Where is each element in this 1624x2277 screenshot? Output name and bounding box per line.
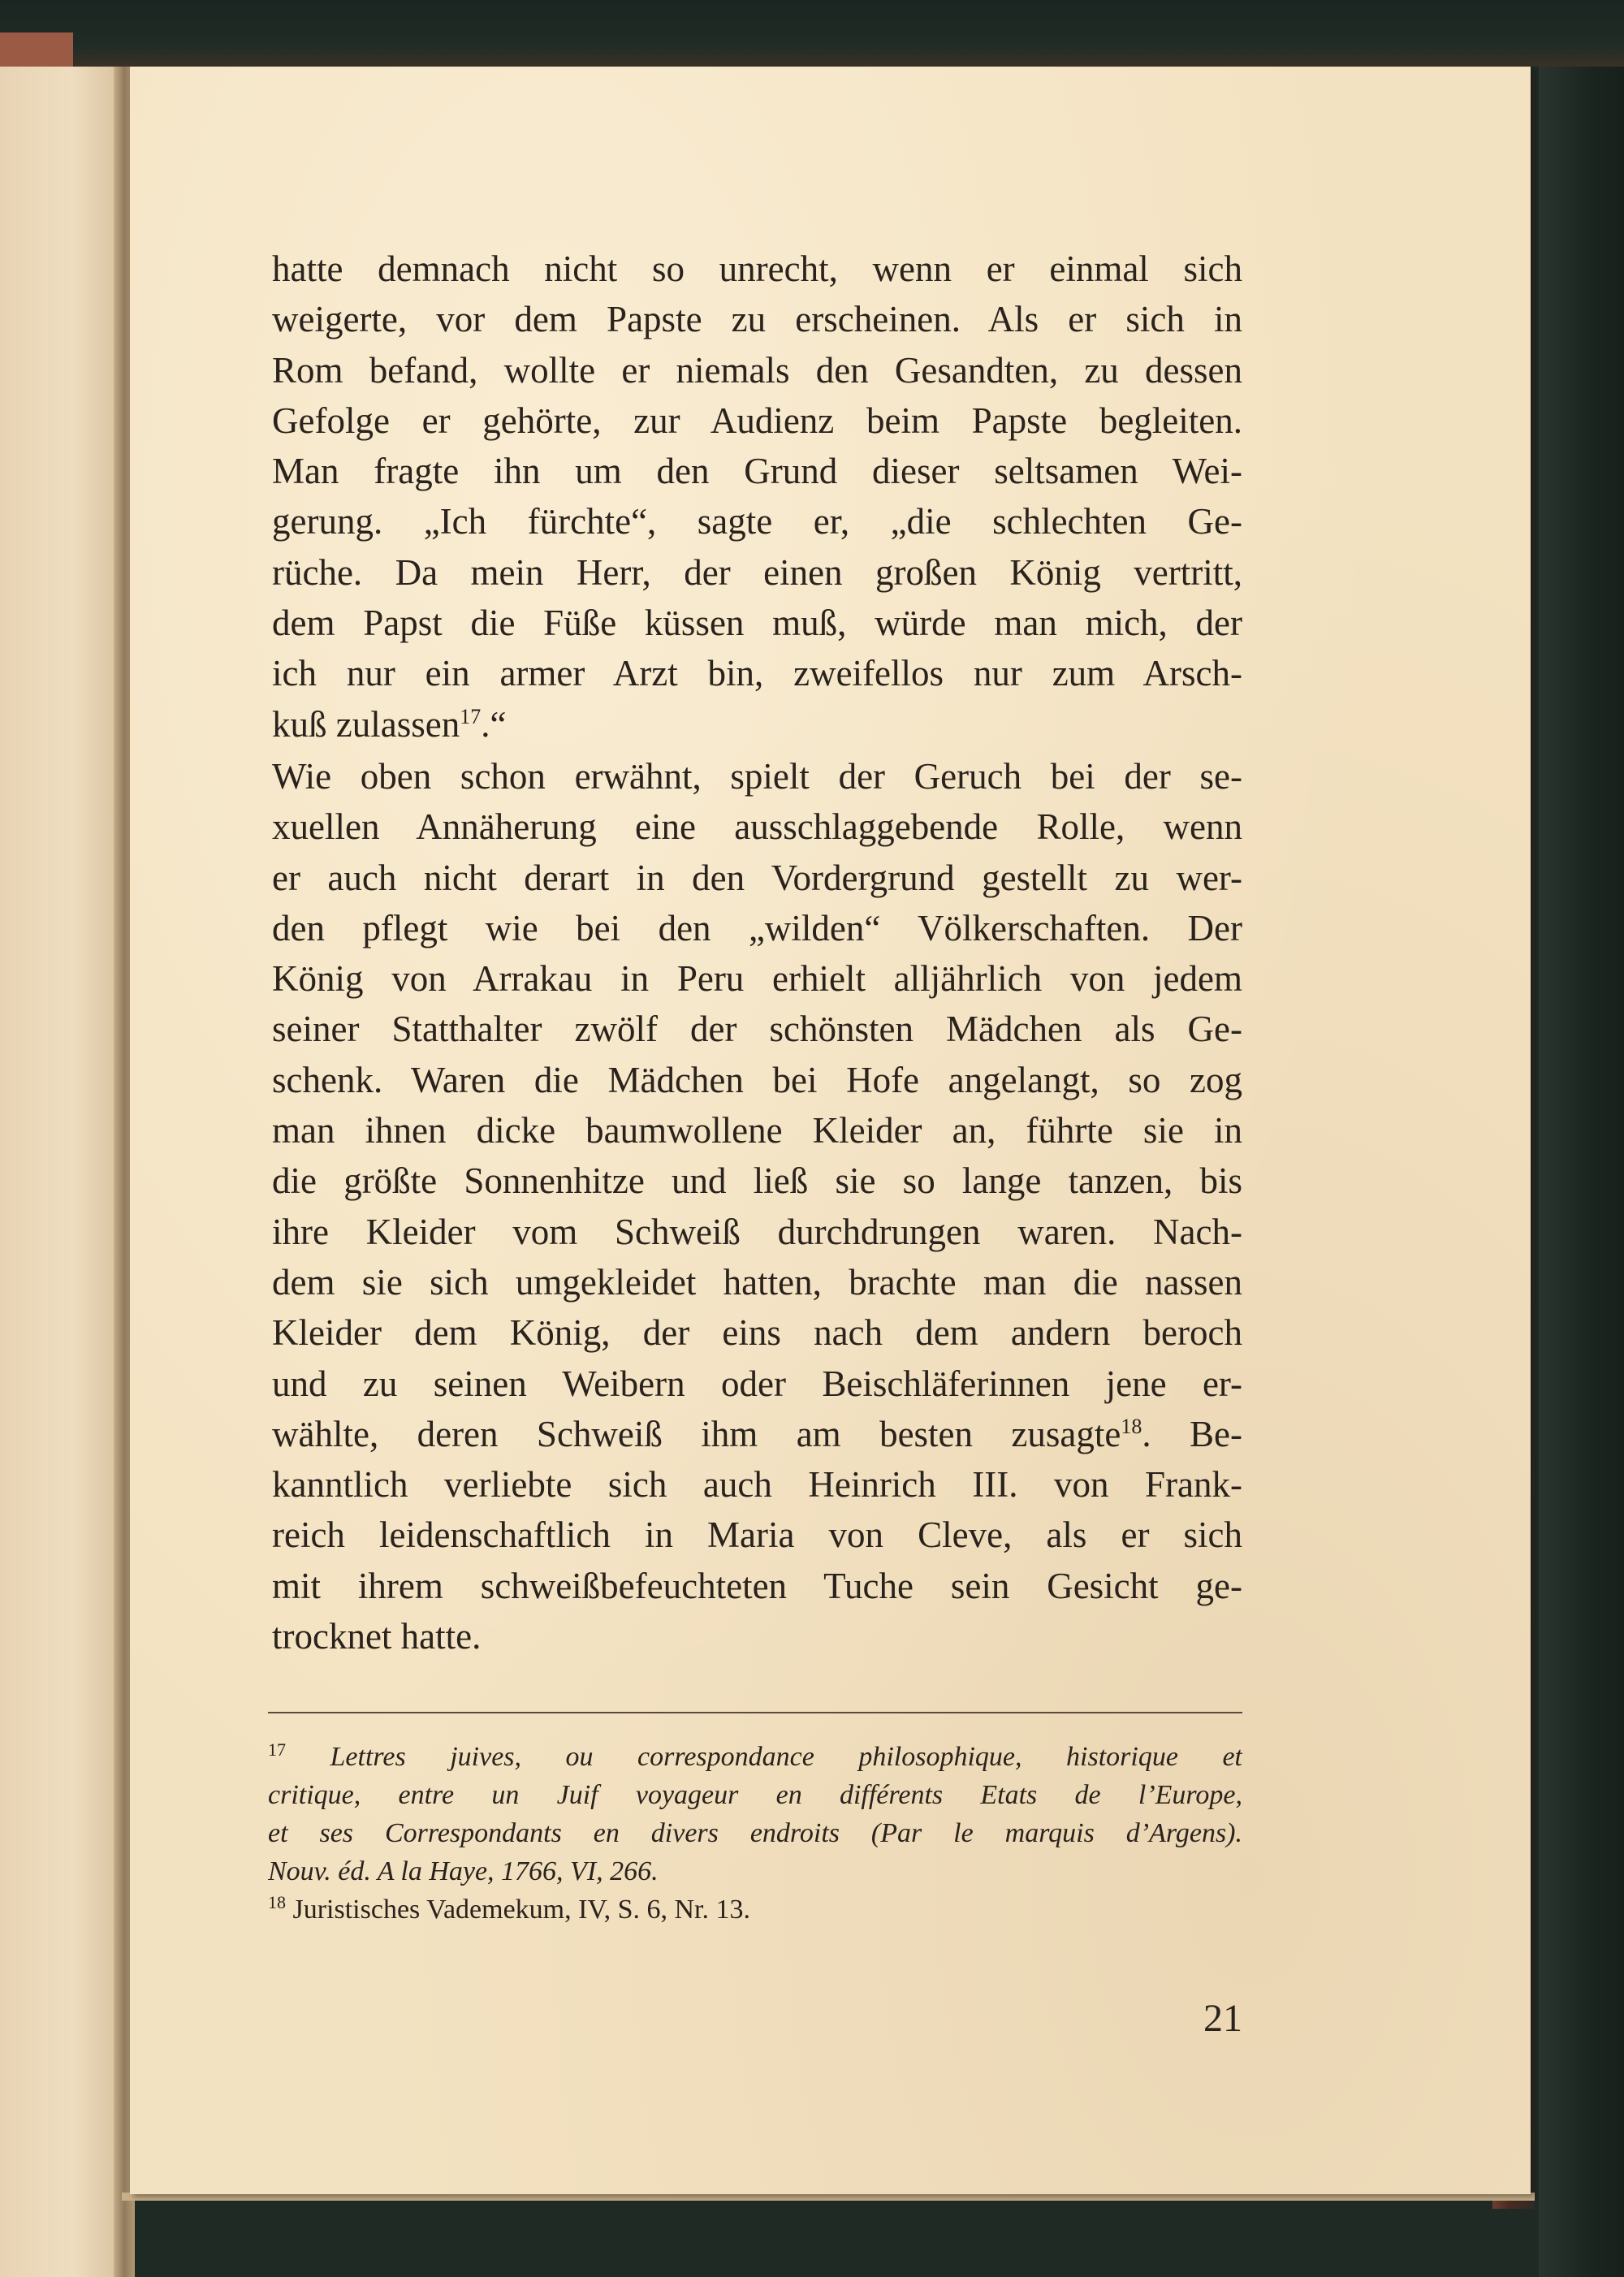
footnotes (268, 1738, 1242, 1929)
footnote-text: Juristisches Vademekum, IV, S. 6, Nr. 13. (292, 1895, 751, 1925)
cover-corner (0, 32, 73, 67)
text-line: Rom befand, wollte er niemals den Gesandten, zu dessen (272, 349, 1242, 391)
text-line: reich leidenschaftlich in Maria von Cleve, als er sich (272, 1514, 1242, 1556)
text-line: Wie oben schon erwähnt, spielt der Geruch bei der se- (272, 755, 1242, 797)
footnote-17-line (268, 1738, 1242, 1776)
text-line: man ihnen dicke baumwollene Kleider an, führte sie in (272, 1110, 1242, 1151)
text-line: dem sie sich umgekleidet hatten, brachte man die nassen (272, 1261, 1242, 1303)
text-fragment: .“ (481, 703, 507, 745)
text-line: gerung. „Ich fürchte“, sagte er, „die schlechten Ge- (272, 501, 1242, 542)
text-line (272, 1409, 1242, 1459)
text-line: Man fragte ihn um den Grund dieser seltsamen Wei- (272, 451, 1242, 492)
text-fragment: kuß zulassen (272, 703, 460, 745)
text-line: rüche. Da mein Herr, der einen großen König vertritt, (272, 551, 1242, 593)
text-line: kanntlich verliebte sich auch Heinrich III. von Frank- (272, 1464, 1242, 1506)
text-line: Kleider dem König, der eins nach dem andern beroch (272, 1312, 1242, 1354)
footnote-separator (268, 1712, 1242, 1713)
footnote-17-line: Nouv. éd. A la Haye, 1766, VI, 266. (268, 1856, 659, 1886)
text-line: den pflegt wie bei den „wilden“ Völkerschaften. Der (272, 907, 1242, 948)
text-line: mit ihrem schweißbefeuchteten Tuche sein Gesicht ge- (272, 1565, 1242, 1606)
text-line: und zu seinen Weibern oder Beischläferinnen jene er- (272, 1363, 1242, 1404)
text-line: trocknet hatte. (272, 1616, 482, 1657)
footnote-17-line: critique, entre un Juif voyageur en différents Etats de l’Europe, (268, 1780, 1242, 1810)
text-line: seiner Statthalter zwölf der schönsten Mädchen als Ge- (272, 1009, 1242, 1050)
scan-background-right (1539, 0, 1624, 2277)
text-line: schenk. Waren die Mädchen bei Hofe angelangt, so zog (272, 1059, 1242, 1100)
facing-page-edge (0, 61, 120, 2277)
text-line: er auch nicht derart in den Vordergrund gestellt zu wer- (272, 857, 1242, 898)
text-line: xuellen Annäherung eine ausschlaggebende Rolle, wenn (272, 806, 1242, 848)
footnote-18-line (268, 1890, 1242, 1929)
text-fragment: . Be- (1142, 1413, 1242, 1454)
text-line: weigerte, vor dem Papste zu erscheinen. Als er sich in (272, 299, 1242, 340)
footnote-17-line: et ses Correspondants en divers endroits (Par le marquis d’Argens). (268, 1818, 1242, 1848)
text-line: dem Papst die Füße küssen muß, würde man mich, der (272, 603, 1242, 644)
text-line (272, 699, 1242, 750)
text-line: die größte Sonnenhitze und ließ sie so lange tanzen, bis (272, 1160, 1242, 1202)
footnote-ref-18: 18 (1121, 1414, 1142, 1438)
text-line: König von Arrakau in Peru erhielt alljährlich von jedem (272, 958, 1242, 1000)
footnote-number: 17 (268, 1739, 286, 1760)
scan-background-top (0, 0, 1624, 67)
text-line: ich nur ein armer Arzt bin, zweifellos nur zum Arsch- (272, 653, 1242, 694)
page-number: 21 (1203, 1997, 1242, 2040)
footnote-ref-17: 17 (460, 704, 482, 728)
footnote-text: Lettres juives, ou correspondance philosophique, historique et (330, 1742, 1242, 1772)
body-text (272, 244, 1242, 1661)
text-fragment: wählte, deren Schweiß ihm am besten zusagte (272, 1413, 1121, 1454)
text-line: Gefolge er gehörte, zur Audienz beim Papste begleiten. (272, 400, 1242, 441)
footnote-number: 18 (268, 1892, 286, 1912)
text-line: ihre Kleider vom Schweiß durchdrungen waren. Nach- (272, 1211, 1242, 1252)
text-line: hatte demnach nicht so unrecht, wenn er einmal sich (272, 248, 1242, 289)
